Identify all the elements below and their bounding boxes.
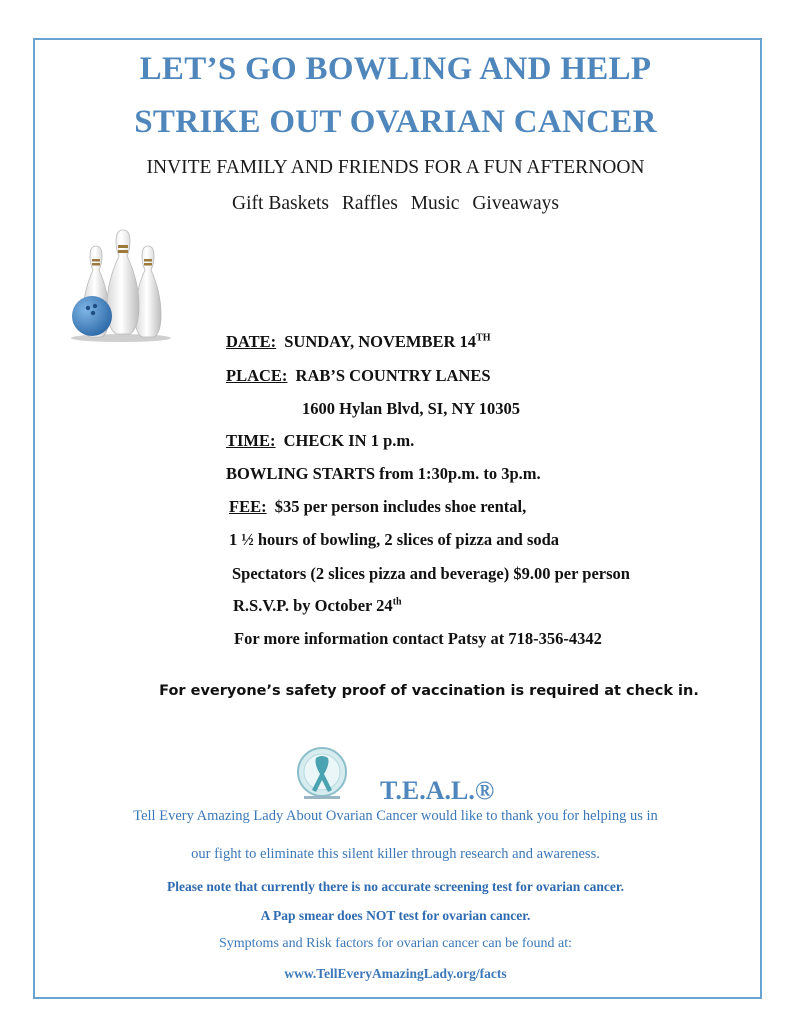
title-line-2: STRIKE OUT OVARIAN CANCER xyxy=(134,104,657,140)
time-label: TIME: xyxy=(226,431,276,450)
date-suffix: TH xyxy=(476,332,491,344)
bowling-starts: BOWLING STARTS from 1:30p.m. to 3p.m. xyxy=(226,464,541,483)
fee-line xyxy=(229,497,526,517)
teal-ribbon-logo-icon xyxy=(296,746,348,802)
spectators: Spectators (2 slices pizza and beverage) $9.00 per person xyxy=(232,564,630,583)
fee-value: $35 per person includes shoe rental, xyxy=(274,497,527,516)
organization-name: T.E.A.L.® xyxy=(380,776,495,805)
date-label: DATE: xyxy=(226,332,277,351)
feature-item: Giveaways xyxy=(472,193,559,214)
date-line xyxy=(226,332,490,352)
symptoms-text: Symptoms and Risk factors for ovarian cancer can be found at: xyxy=(218,936,572,951)
feature-item: Raffles xyxy=(341,193,398,214)
feature-item: Gift Baskets xyxy=(232,193,329,214)
rsvp-text: R.S.V.P. by October 24 xyxy=(233,596,393,615)
contact: For more information contact Patsy at 718-356-4342 xyxy=(234,629,602,648)
place-value: RAB’S COUNTRY LANES xyxy=(295,366,491,385)
features-list xyxy=(0,193,791,215)
vaccination-notice: For everyone’s safety proof of vaccination is required at check in. xyxy=(159,683,699,699)
place-line xyxy=(226,366,491,386)
address: 1600 Hylan Blvd, SI, NY 10305 xyxy=(302,399,521,418)
place-label: PLACE: xyxy=(226,366,288,385)
thanks-line-1: Tell Every Amazing Lady About Ovarian Cancer would like to thank you for helping us in xyxy=(133,808,658,824)
time-value: CHECK IN 1 p.m. xyxy=(283,431,415,450)
website-link[interactable]: www.TellEveryAmazingLady.org/facts xyxy=(284,966,507,981)
rsvp-suffix: th xyxy=(392,596,402,608)
rsvp-line xyxy=(233,596,402,616)
fee-includes: 1 ½ hours of bowling, 2 slices of pizza and soda xyxy=(229,530,560,549)
invite-subtitle: INVITE FAMILY AND FRIENDS FOR A FUN AFTERNOON xyxy=(146,157,645,178)
fee-label: FEE: xyxy=(229,497,267,516)
screening-note: Please note that currently there is no accurate screening test for ovarian cancer. xyxy=(166,879,625,894)
date-value: SUNDAY, NOVEMBER 14 xyxy=(284,332,477,351)
feature-item: Music xyxy=(410,193,460,214)
thanks-line-2: our fight to eliminate this silent killer through research and awareness. xyxy=(191,846,600,862)
time-line xyxy=(226,431,414,451)
title-line-1: LET’S GO BOWLING AND HELP xyxy=(139,51,652,87)
pap-smear-note: A Pap smear does NOT test for ovarian cancer. xyxy=(260,908,531,923)
bowling-pins-and-ball-icon xyxy=(66,226,176,346)
